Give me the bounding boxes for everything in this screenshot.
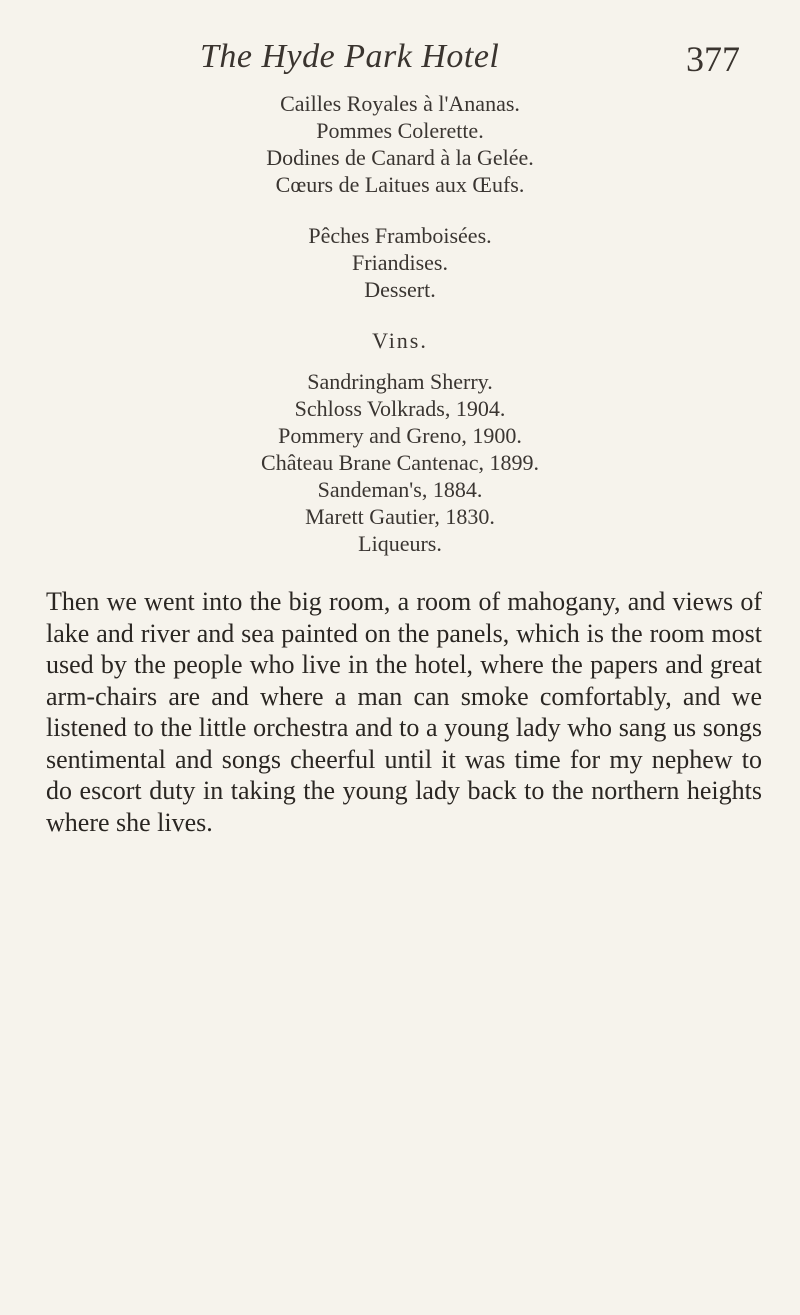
menu-item: Pommes Colerette. bbox=[316, 118, 484, 143]
menu-courses-group-2 bbox=[0, 222, 800, 303]
running-title: The Hyde Park Hotel bbox=[200, 38, 500, 75]
wine-item: Pommery and Greno, 1900. bbox=[278, 423, 522, 448]
dinner-menu bbox=[0, 90, 800, 581]
menu-item: Pêches Framboisées. bbox=[308, 223, 492, 248]
wine-item: Schloss Volkrads, 1904. bbox=[294, 396, 506, 421]
wine-list bbox=[0, 327, 800, 557]
wine-list-heading: Vins. bbox=[372, 328, 428, 353]
wine-item: Sandringham Sherry. bbox=[307, 369, 493, 394]
wine-item: Marett Gautier, 1830. bbox=[305, 504, 495, 529]
menu-item: Dessert. bbox=[364, 277, 436, 302]
page-header bbox=[200, 38, 740, 86]
wine-item: Liqueurs. bbox=[358, 531, 442, 556]
wine-item: Château Brane Cantenac, 1899. bbox=[261, 450, 539, 475]
menu-courses-group-1 bbox=[0, 90, 800, 198]
narrative-paragraph: Then we went into the big room, a room of mahogany, and views of lake and river and sea painted on the panels, which is the room most used by the people who live in the hotel, where the papers and great arm-chairs are and where a man can smoke comfortably, and we listened to the little orchestra and to a young lady who sang us songs sentimental and songs cheerful until it was time for my nephew to do escort duty in taking the young lady back to the northern heights where she lives. bbox=[46, 587, 762, 837]
page-number: 377 bbox=[686, 39, 740, 79]
menu-item: Dodines de Canard à la Gelée. bbox=[266, 145, 534, 170]
menu-item: Friandises. bbox=[352, 250, 448, 275]
menu-item: Cailles Royales à l'Ananas. bbox=[280, 91, 520, 116]
wine-item: Sandeman's, 1884. bbox=[317, 477, 483, 502]
menu-item: Cœurs de Laitues aux Œufs. bbox=[275, 172, 525, 197]
